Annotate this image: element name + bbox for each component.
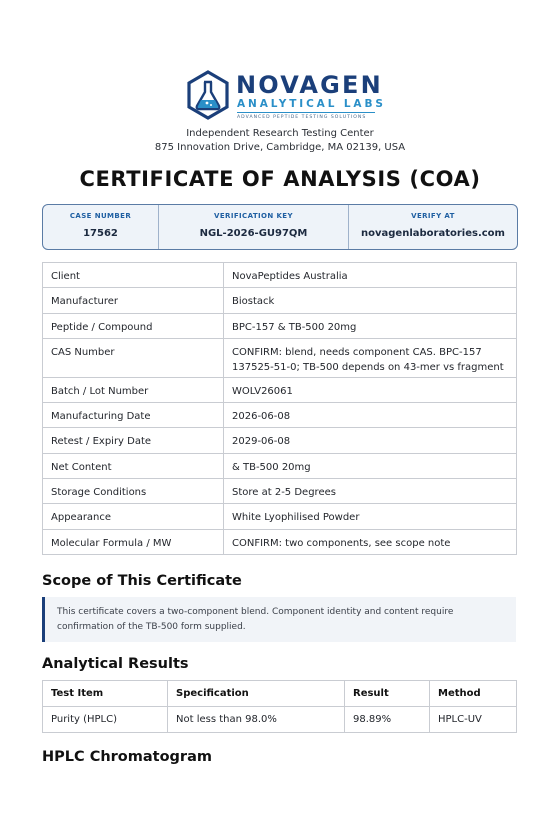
row-value: White Lyophilised Powder	[232, 512, 360, 524]
row-label: Molecular Formula / MW	[51, 537, 172, 549]
case-number-value: 17562	[83, 228, 118, 239]
results-table	[42, 680, 517, 733]
company-logo	[186, 70, 386, 124]
row-value: NovaPeptides Australia	[232, 271, 348, 282]
table-row	[43, 529, 517, 554]
verification-key-value: NGL-2026-GU97QM	[199, 228, 308, 239]
document-title: CERTIFICATE OF ANALYSIS (COA)	[79, 167, 481, 191]
logo-tagline: ADVANCED PEPTIDE TESTING SOLUTIONS	[237, 115, 367, 120]
cell-specification: Not less than 98.0%	[168, 707, 345, 733]
logo-subtitle: ANALYTICAL LABS	[237, 98, 386, 110]
table-row	[43, 377, 517, 402]
cell-method: HPLC-UV	[430, 707, 517, 733]
column-header: Method	[430, 681, 517, 707]
row-value: CONFIRM: blend, needs component CAS. BPC-157 137525-51-0; TB-500 depends on 43-mer vs fragment	[232, 346, 504, 373]
row-label: Manufacturer	[51, 296, 118, 308]
row-label: Net Content	[51, 461, 112, 473]
verification-key-label: VERIFICATION KEY	[214, 212, 293, 220]
row-label: CAS Number	[51, 346, 115, 358]
table-row	[43, 428, 517, 453]
table-row	[43, 453, 517, 478]
column-header: Test Item	[43, 681, 168, 707]
column-header: Specification	[168, 681, 345, 707]
chromatogram-heading: HPLC Chromatogram	[42, 749, 212, 765]
org-line: Independent Research Testing Center	[186, 128, 374, 139]
verify-at-link[interactable]: novagenlaboratories.com	[361, 228, 505, 239]
row-label: Appearance	[51, 512, 112, 524]
cell-test-item: Purity (HPLC)	[43, 707, 168, 733]
row-label: Retest / Expiry Date	[51, 436, 152, 448]
row-label: Manufacturing Date	[51, 411, 151, 423]
logo-divider	[237, 112, 375, 113]
case-number-cell	[43, 205, 159, 249]
case-number-label: CASE NUMBER	[69, 212, 132, 220]
cell-result: 98.89%	[345, 707, 430, 733]
results-header-row	[43, 681, 517, 707]
flask-hexagon-icon	[186, 70, 230, 120]
table-row	[43, 313, 517, 338]
product-info-table	[42, 262, 517, 555]
row-value: Store at 2-5 Degrees	[232, 487, 336, 499]
row-label: Client	[51, 271, 80, 282]
row-label: Storage Conditions	[51, 487, 147, 499]
row-value: BPC-157 & TB-500 20mg	[232, 321, 357, 333]
table-row	[43, 288, 517, 313]
row-label: Batch / Lot Number	[51, 385, 149, 397]
row-value: CONFIRM: two components, see scope note	[232, 537, 451, 549]
table-row	[43, 707, 517, 733]
scope-note: This certificate covers a two-component blend. Component identity and content require confirmation of the TB-500 form supplied.	[42, 597, 516, 642]
table-row	[43, 479, 517, 504]
verification-key-cell	[159, 205, 349, 249]
scope-heading: Scope of This Certificate	[42, 573, 242, 589]
table-row	[43, 403, 517, 428]
verify-at-cell	[349, 205, 517, 249]
row-value: 2029-06-08	[232, 436, 291, 448]
table-row	[43, 263, 517, 288]
verify-at-label: VERIFY AT	[411, 212, 455, 220]
table-row	[43, 338, 517, 377]
org-address: 875 Innovation Drive, Cambridge, MA 02139, USA	[154, 142, 406, 153]
row-value: 2026-06-08	[232, 411, 291, 423]
verification-box	[42, 204, 518, 250]
row-value: WOLV26061	[232, 385, 293, 397]
results-heading: Analytical Results	[42, 656, 189, 672]
row-label: Peptide / Compound	[51, 321, 153, 333]
column-header: Result	[345, 681, 430, 707]
logo-name: NOVAGEN	[236, 71, 383, 99]
row-value: Biostack	[232, 296, 275, 308]
row-value: & TB-500 20mg	[232, 461, 311, 473]
table-row	[43, 504, 517, 529]
